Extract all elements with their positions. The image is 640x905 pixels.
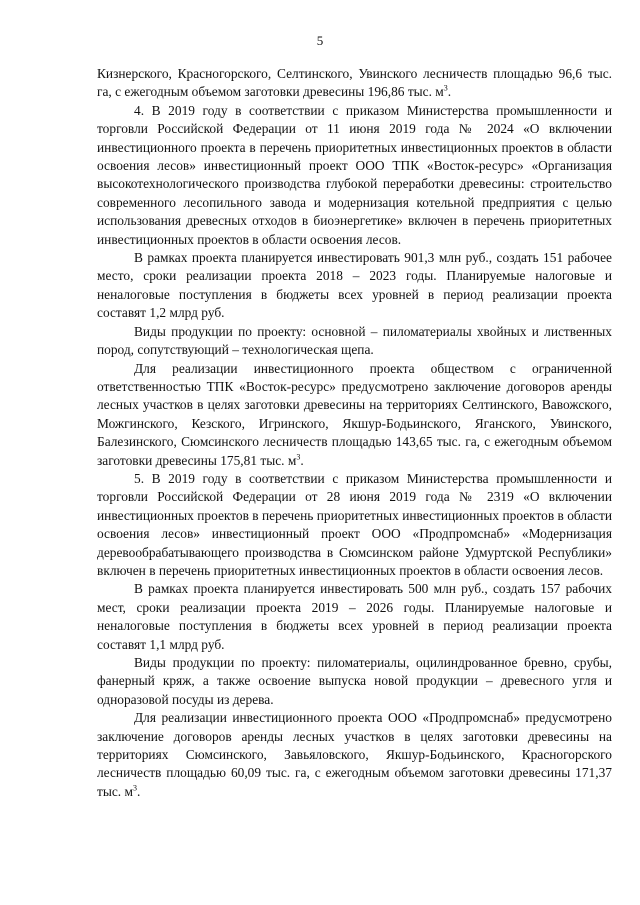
paragraph-5: Для реализации инвестиционного проекта обществом с ограниченной ответственностью ТПК «Восток-ресурс» предусмотрено заключение договоров аренды лесных участков в целях заготовки древесины на территориях Селтинского, Вавожского, Можгинского, Кезского, Игринского, Якшур-Бодьинского, Яганского, Увинского, Балезинского, Сюмсинского лесничеств площадью 143,65 тыс. га, с ежегодным объемом заготовки древесины 175,81 тыс. $м^3$. [97,360,612,468]
paragraph-1: Кизнерского, Красногорского, Селтинского, Увинского лесничеств площадью 96,6 тыс. га, с ежегодным объемом заготовки древесины 196,86 тыс. $м^3$. [97,66,612,100]
paragraph-2: 4. В 2019 году в соответствии с приказом Министерства промышленности и торговли Российской Федерации от 11 июня 2019 года № 2024 «О включении инвестиционного проекта в перечень приоритетных инвестиционных проектов в области освоения лесов» инвестиционный проект ООО ТПК «Восток-ресурс» «Организация высокотехнологического производства глубокой переработки древесины: строительство современного лесопильного завода и модернизация котельной предприятия с целью использования древесных отходов в биоэнергетике» включен в перечень приоритетных инвестиционных проектов в области освоения лесов. [97,102,612,247]
paragraph-6: 5. В 2019 году в соответствии с приказом Министерства промышленности и торговли Российской Федерации от 28 июня 2019 года № 2319 «О включении инвестиционных проектов в перечень приоритетных инвестиционных проектов в области освоения лесов» инвестиционный проект ООО «Продпромснаб» «Модернизация деревообрабатывающего производства в Сюмсинском районе Удмуртской Республики» включен в перечень приоритетных инвестиционных проектов в области освоения лесов. [97,470,612,578]
paragraph-4: Виды продукции по проекту: основной – пиломатериалы хвойных и лиственных пород, сопутствующий – технологическая щепа. [97,323,612,358]
page-number: 5 [316,33,324,48]
paragraph-7: В рамках проекта планируется инвестировать 500 млн руб., создать 157 рабочих мест, сроки реализации проекта 2019 – 2026 годы. Планируемые налоговые и неналоговые поступления в бюджеты всех уровней в период реализации проекта составят 1,1 млрд руб. [97,581,612,652]
paragraph-9: Для реализации инвестиционного проекта ООО «Продпромснаб» предусмотрено заключение договоров аренды лесных участков в целях заготовки древесины на территориях Сюмсинского, Завьяловского, Якшур-Бодьинского, Красногорского лесничеств площадью 60,09 тыс. га, с ежегодным объемом заготовки древесины 171,37 тыс. $м^3$. [97,710,612,799]
document-body [97,65,612,801]
paragraph-3: В рамках проекта планируется инвестировать 901,3 млн руб., создать 151 рабочее место, сроки реализации проекта 2018 – 2023 годы. Планируемые налоговые и неналоговые поступления в бюджеты всех уровней в период реализации проекта составят 1,2 млрд руб. [97,250,612,321]
paragraph-8: Виды продукции по проекту: пиломатериалы, оцилиндрованное бревно, срубы, фанерный кряж, а также освоение выпуска новой продукции – древесного угля и одноразовой посуды из дерева. [97,655,612,707]
